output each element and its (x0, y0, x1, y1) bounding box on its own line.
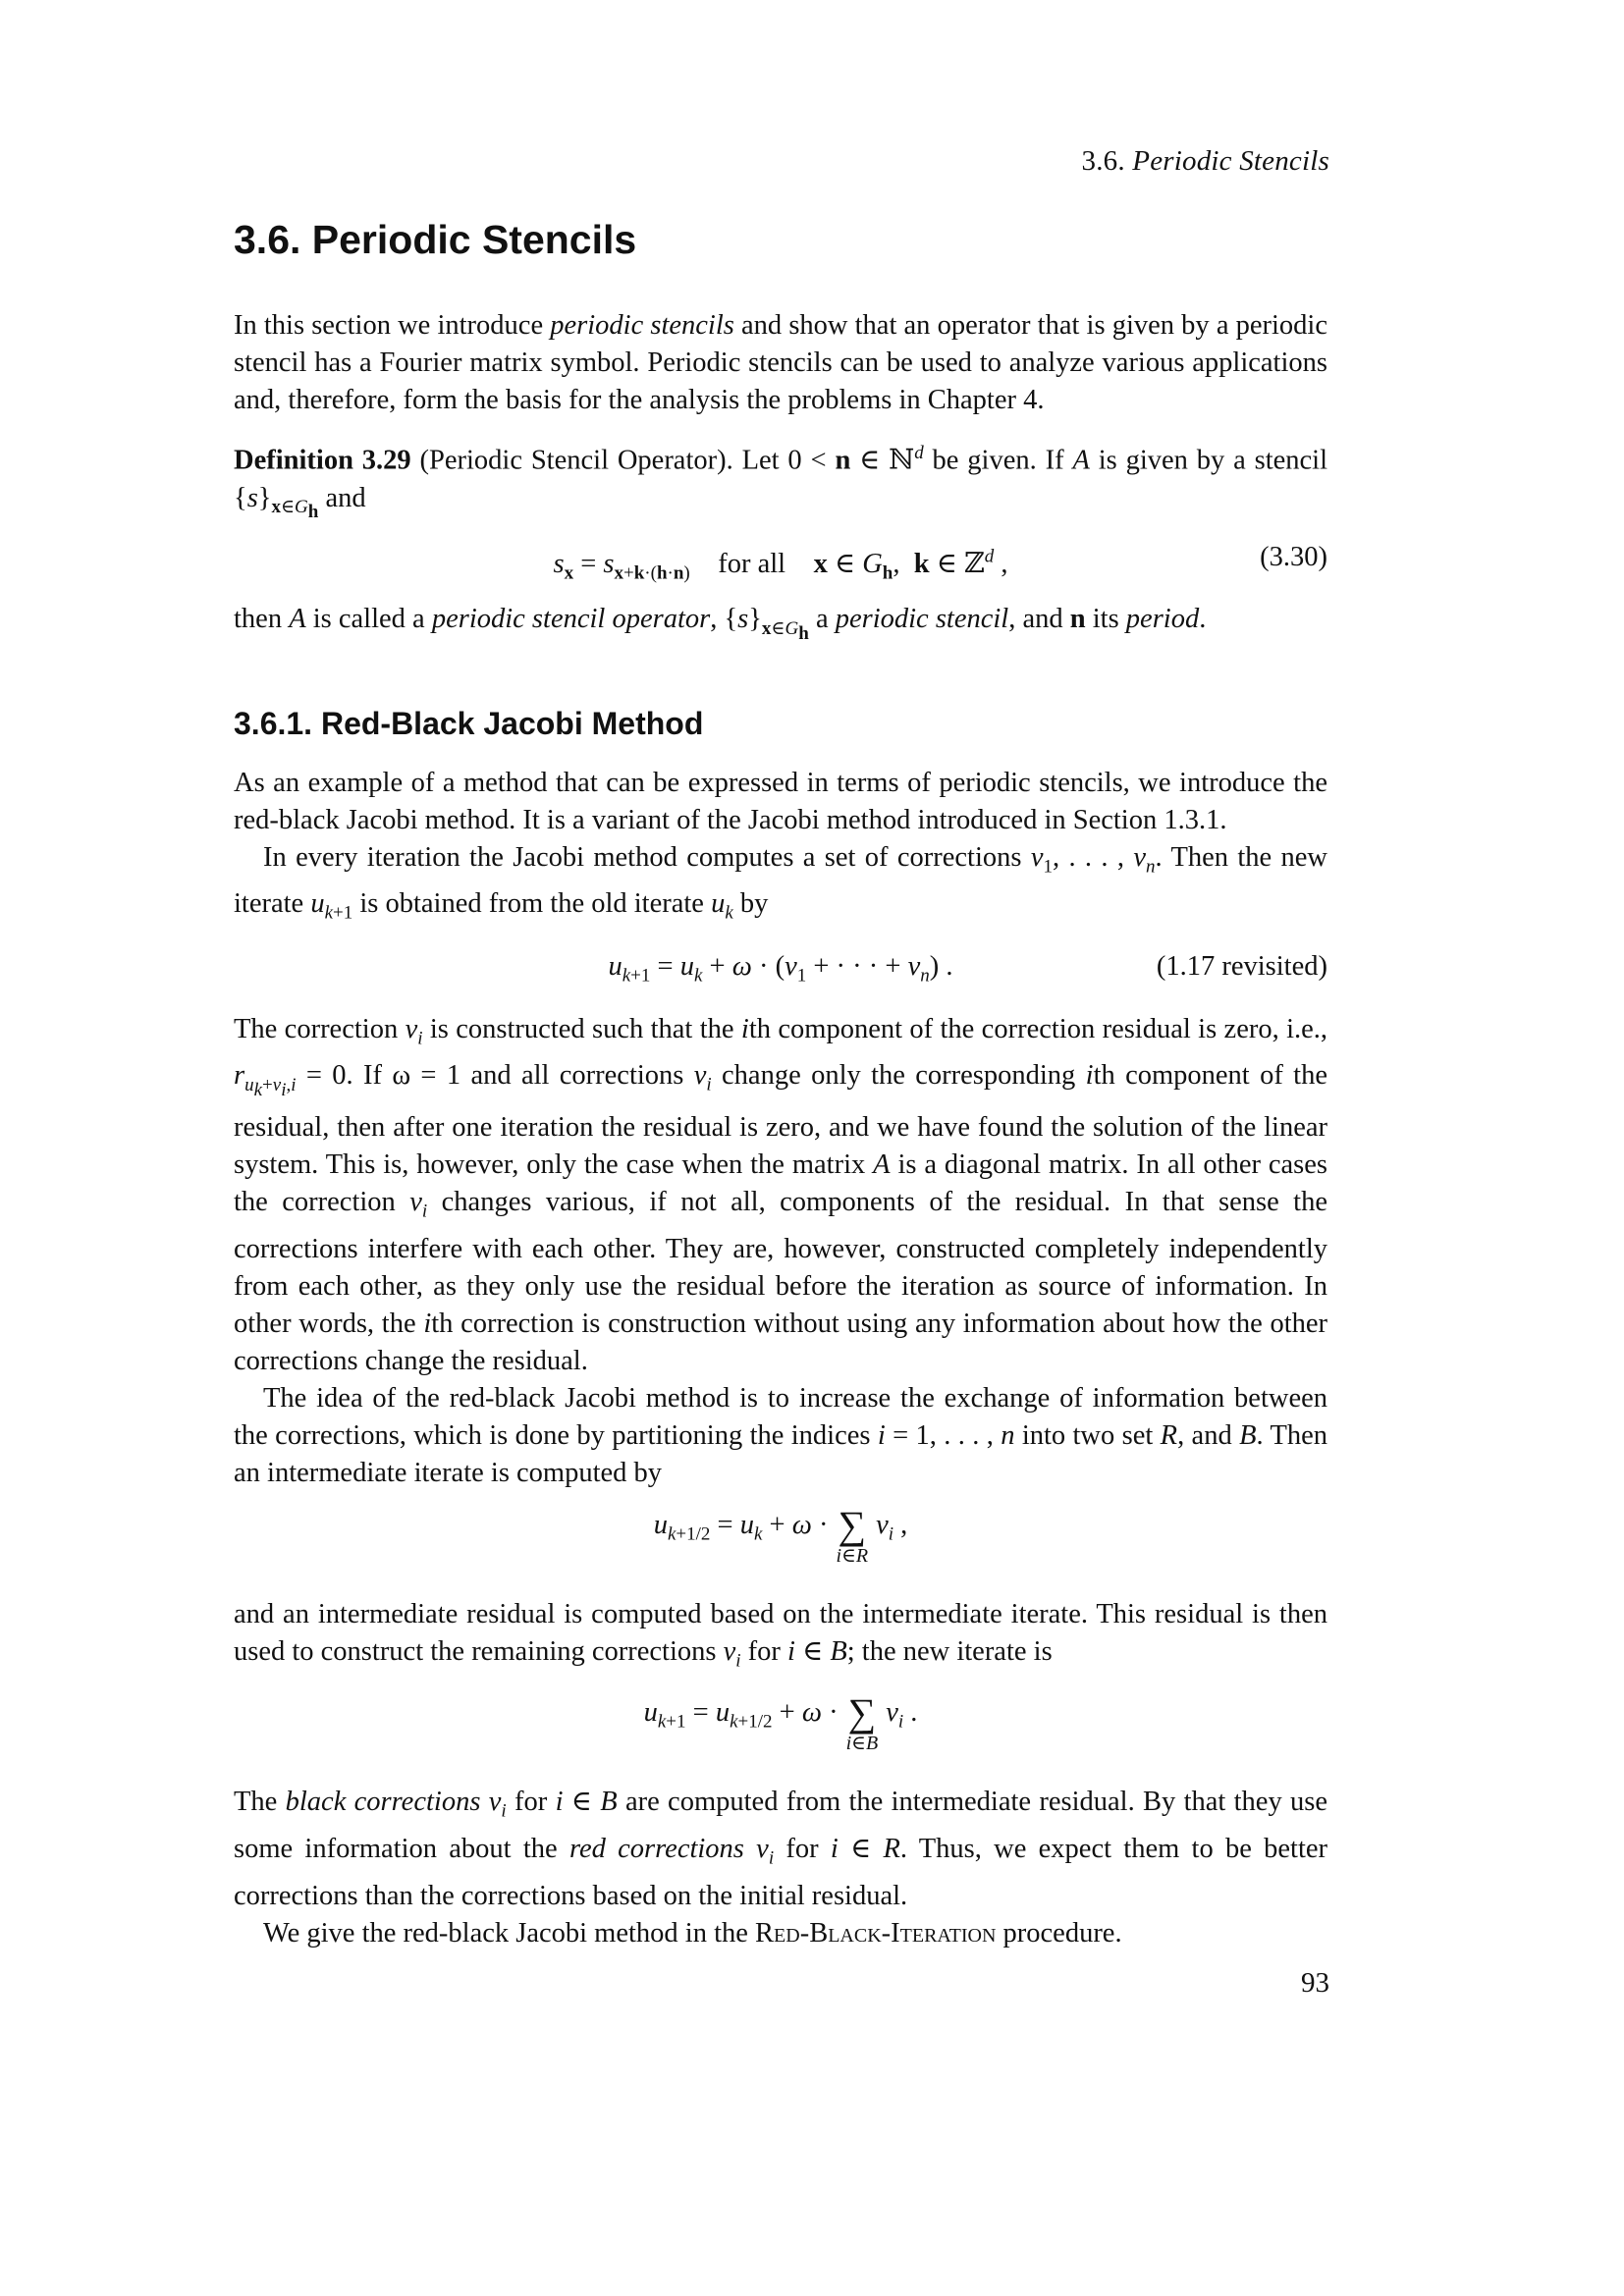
main-content (234, 217, 1328, 1952)
paragraph-jacobi-iteration: In every iteration the Jacobi method computes a set of corrections $v_1$, . . . , $v_n$. Then the new iterate $u_{k+1}$ is obtained from the old iterate $u_k$ by (234, 841, 1328, 925)
header-section-number: 3.6. (1081, 145, 1125, 177)
definition-label: Definition 3.29 (234, 445, 411, 476)
paragraph-procedure: We give the red-black Jacobi method in the Red-Black-Iteration procedure. (263, 1917, 1122, 1949)
page-number: 93 (1301, 1967, 1329, 1999)
intro-paragraph: In this section we introduce periodic stencils and show that an operator that is given by a periodic stencil has a Fourier matrix symbol. Periodic stencils can be used to analyze various applications and, therefore, form the basis for the analysis the problems in Chapter 4. (234, 310, 1327, 415)
header-section-title: Periodic Stencils (1132, 145, 1329, 177)
running-header (1082, 145, 1329, 178)
equation-1-17: $u_{k+1} = u_k + \omega \cdot (v_1$ + · · · + $v_n$) . (1.17 revisited) (234, 948, 1327, 995)
paragraph-red-black-intro: As an example of a method that can be expressed in terms of periodic stencils, we introduce the red-black Jacobi method. It is a variant of the Jacobi method introduced in Section 1.3.1. (234, 767, 1327, 835)
paragraph-correction: The correction $v_i$ is constructed such that the ith component of the correction residual is zero, i.e., $r_{u_k+v_i,i} = 0$. If ω = 1 and all corrections $v_i$ change only the corresponding ith component of the residual, then after one iteration the residual is zero, and we have found the solution of the linear system. This is, however, only the case when the matrix A is a diagonal matrix. In all other cases the correction $v_i$ changes various, if not all, components of the residual. In that sense the corrections interfere with each other. They are, however, constructed completely independently from each other, as they only use the residual before the iteration as source of information. In other words, the ith correction is construction without using any information about how the other corrections change the residual. (234, 1013, 1328, 1376)
procedure-name: Red-Black-Iteration (755, 1917, 997, 1949)
paragraph-red-black-idea: The idea of the red-black Jacobi method is to increase the exchange of information between the corrections, which is done by partitioning the indices i = 1, . . . , n into two set R, and B. Then an intermediate iterate is computed by (234, 1382, 1328, 1488)
equation-number: (1.17 revisited) (1156, 951, 1327, 983)
section-heading: 3.6. Periodic Stencils (234, 217, 637, 262)
subsection-heading: 3.6.1. Red-Black Jacobi Method (234, 705, 704, 741)
equation-intermediate-iterate: $u_{k+1/2} = u_k + \omega$ · ∑ i∈R $v_i$ , (653, 1502, 908, 1567)
definition-conclusion: then A is called a periodic stencil operator, $\{s\}_{x\in G_h}$ a periodic stencil, and n its period. (234, 604, 1207, 644)
equation-3-30: $s_x = s_{x+k\cdot(h\cdot n)}$ for all x ∈ $G_h$, k ∈ ℤ$^d$ , (3.30) (234, 539, 1327, 593)
equation-new-iterate: $u_{k+1} = u_{k+1/2} + \omega$ · ∑ i∈B $v_i$ . (643, 1690, 918, 1755)
equation-number: (3.30) (1260, 541, 1327, 572)
paragraph-black-corrections: The black corrections $v_i$ for i ∈ B are computed from the intermediate residual. By that they use some information about the red corrections $v_i$ for i ∈ R. Thus, we expect them to be better corrections than the corrections based on the initial residual. (234, 1787, 1328, 1911)
definition-paragraph: Definition 3.29 (Periodic Stencil Operator). Let 0 < n ∈ ℕ$^d$ be given. If A is given by a stencil $\{s\}_{x\in G_h}$ and (234, 443, 1327, 522)
paragraph-intermediate-residual: and an intermediate residual is computed based on the intermediate iterate. This residual is then used to construct the remaining corrections $v_i$ for i ∈ B; the new iterate is (234, 1598, 1327, 1672)
